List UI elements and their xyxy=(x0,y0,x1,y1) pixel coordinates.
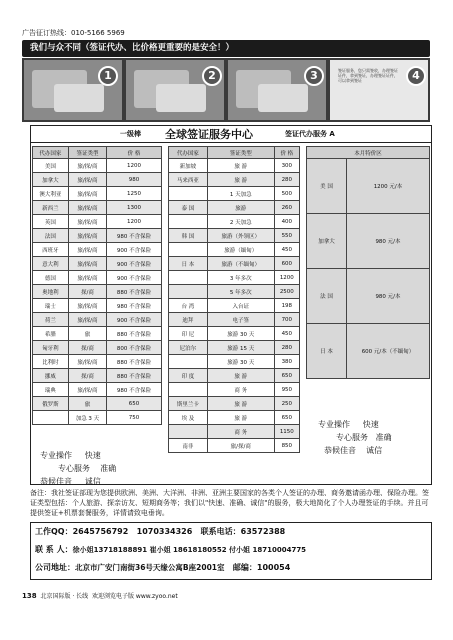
photo-1 xyxy=(24,60,122,120)
table-cell: 旅游（不缅甸） xyxy=(207,257,274,271)
service-slogan-right xyxy=(318,418,392,457)
table-cell: 希腊 xyxy=(33,327,69,341)
table-row xyxy=(33,285,162,299)
slogan-text: 快速 xyxy=(362,420,379,429)
table-row xyxy=(169,271,300,285)
table-row xyxy=(33,355,162,369)
table-cell: 1200 元/本 xyxy=(347,159,430,214)
table-cell: 旅 游 xyxy=(207,369,274,383)
table-cell: 198 xyxy=(274,299,299,313)
table-cell: 3 年多次 xyxy=(207,271,274,285)
header-country: 代办国家 xyxy=(169,147,208,159)
slogan-text: 专心服务 xyxy=(336,433,368,442)
step-4-note: 签证服务，您只需签收，办理签证证件，拿到签证，办理签证证件，可以拿到签证 xyxy=(338,68,398,83)
table-cell: 1 天加急 xyxy=(207,187,274,201)
table-cell: 900 不含保险 xyxy=(107,313,162,327)
table-cell xyxy=(169,425,208,439)
panel-subtitle: 签证代办服务 A xyxy=(285,130,335,138)
table-cell: 电子签 xyxy=(207,313,274,327)
footer-publication: 北京国际版 · 长线 xyxy=(40,593,89,600)
table-row xyxy=(169,313,300,327)
table-row xyxy=(169,327,300,341)
table-row xyxy=(169,173,300,187)
table-cell: 650 xyxy=(274,369,299,383)
table-cell: 旅游 30 天 xyxy=(207,327,274,341)
table-cell: 入台证 xyxy=(207,299,274,313)
table-cell: 旅/探/商 xyxy=(68,229,106,243)
table-cell: 880 不含保险 xyxy=(107,355,162,369)
table-row xyxy=(33,187,162,201)
table-cell: 1200 xyxy=(107,215,162,229)
photo-4 xyxy=(330,60,428,120)
table-cell: 马来西亚 xyxy=(169,173,208,187)
table-cell: 旅/探/商 xyxy=(68,313,106,327)
header-price: 价 格 xyxy=(107,147,162,159)
table-row xyxy=(33,299,162,313)
table-cell: 1200 xyxy=(107,159,162,173)
table-cell: 380 xyxy=(274,355,299,369)
table-cell: 印 尼 xyxy=(169,327,208,341)
table-row xyxy=(169,425,300,439)
table-cell: 旅游 15 天 xyxy=(207,341,274,355)
table-row xyxy=(169,285,300,299)
table-cell: 挪威 xyxy=(33,369,69,383)
header-type: 签证类型 xyxy=(207,147,274,159)
table-row xyxy=(33,271,162,285)
table-cell: 950 xyxy=(274,383,299,397)
address-label: 公司地址： xyxy=(35,563,75,572)
table-cell: 1250 xyxy=(107,187,162,201)
table-cell: 980 不含保险 xyxy=(107,299,162,313)
table-cell: 5 年多次 xyxy=(207,285,274,299)
table-cell: 荷兰 xyxy=(33,313,69,327)
table-cell: 980 元/本 xyxy=(347,269,430,324)
address: 北京市广安门南街36号天缘公寓B座2001室 xyxy=(75,563,225,572)
phone-label: 联系电话： xyxy=(200,527,241,536)
table-cell: 旅/探/商 xyxy=(68,187,106,201)
table-row xyxy=(169,215,300,229)
table-cell xyxy=(33,411,69,425)
table-cell: 880 不含保险 xyxy=(107,369,162,383)
table-cell: 650 xyxy=(274,411,299,425)
title-tag: 一级棒 xyxy=(120,130,141,138)
table-cell xyxy=(169,383,208,397)
table-row xyxy=(169,201,300,215)
table-row xyxy=(33,159,162,173)
qq-number-1: 2645756792 xyxy=(72,527,129,536)
service-slogan-left xyxy=(40,449,116,488)
table-cell: 500 xyxy=(274,187,299,201)
table-cell: 1300 xyxy=(107,201,162,215)
table-row xyxy=(33,313,162,327)
table-cell: 旅 游 xyxy=(207,411,274,425)
middle-price-table xyxy=(168,146,300,453)
slogan-text: 专业操作 xyxy=(318,420,350,429)
table-row xyxy=(169,257,300,271)
table-row xyxy=(33,229,162,243)
table-cell: 匈牙利 xyxy=(33,341,69,355)
table-cell: 1150 xyxy=(274,425,299,439)
table-cell: 450 xyxy=(274,327,299,341)
table-cell: 650 xyxy=(107,397,162,411)
table-header-row xyxy=(33,147,162,159)
table-cell: 南非 xyxy=(169,439,208,453)
table-cell: 850 xyxy=(274,439,299,453)
page-footer xyxy=(22,591,178,600)
table-cell: 新加坡 xyxy=(169,159,208,173)
table-cell: 旅/探/商 xyxy=(207,439,274,453)
table-row xyxy=(169,187,300,201)
left-price-table xyxy=(32,146,162,425)
table-cell: 法国 xyxy=(33,229,69,243)
table-cell: 瑞士 xyxy=(33,299,69,313)
table-cell: 商 务 xyxy=(207,425,274,439)
qq-label: 工作QQ： xyxy=(35,527,73,536)
table-cell xyxy=(169,285,208,299)
table-row xyxy=(169,439,300,453)
table-cell: 旅/探/商 xyxy=(68,173,106,187)
table-cell: 300 xyxy=(274,159,299,173)
table-cell: 550 xyxy=(274,229,299,243)
contact-person-label: 联 系 人： xyxy=(35,545,73,554)
table-row xyxy=(33,327,162,341)
table-cell: 旅/探/商 xyxy=(68,299,106,313)
table-cell: 意大利 xyxy=(33,257,69,271)
footer-tagline: 欢迎浏览电子版 www.zyoo.net xyxy=(92,593,178,600)
table-cell: 900 不含保险 xyxy=(107,257,162,271)
slogan-text: 准确 xyxy=(100,464,117,473)
table-row xyxy=(169,383,300,397)
table-cell: 澳大利亚 xyxy=(33,187,69,201)
table-cell: 旅/探/商 xyxy=(68,215,106,229)
table-cell: 美 国 xyxy=(307,159,347,214)
table-cell: 尼泊尔 xyxy=(169,341,208,355)
header-country: 代办国家 xyxy=(33,147,69,159)
table-cell: 2 天加急 xyxy=(207,215,274,229)
table-cell: 750 xyxy=(107,411,162,425)
panel-title: 全球签证服务中心 xyxy=(165,128,253,141)
zip-label: 邮编： xyxy=(232,563,257,572)
special-offer-table xyxy=(306,146,430,379)
table-cell: 台 湾 xyxy=(169,299,208,313)
table-cell: 880 不含保险 xyxy=(107,327,162,341)
table-cell: 法 国 xyxy=(307,269,347,324)
table-cell: 旅 游 xyxy=(207,173,274,187)
qq-number-2: 1070334326 xyxy=(136,527,193,536)
table-cell: 加急 3 天 xyxy=(68,411,106,425)
table-cell: 280 xyxy=(274,341,299,355)
phone-number: 63572388 xyxy=(240,527,286,536)
table-cell: 德国 xyxy=(33,271,69,285)
table-row xyxy=(33,383,162,397)
table-cell: 800 不含保险 xyxy=(107,341,162,355)
page-number: 138 xyxy=(22,592,37,600)
table-cell: 900 不含保险 xyxy=(107,243,162,257)
table-cell: 旅 游 xyxy=(207,159,274,173)
step-number-2: 2 xyxy=(202,66,222,86)
table-row xyxy=(169,369,300,383)
photo-strip xyxy=(22,58,430,122)
slogan-text: 专业操作 xyxy=(40,451,72,460)
slogan-text: 诚信 xyxy=(84,477,101,486)
table-cell xyxy=(169,355,208,369)
table-row xyxy=(33,243,162,257)
table-row xyxy=(33,411,162,425)
table-row xyxy=(169,159,300,173)
table-cell: 900 不含保险 xyxy=(107,271,162,285)
table-cell: 旅 xyxy=(68,397,106,411)
table-cell: 商 务 xyxy=(207,383,274,397)
table-cell: 280 xyxy=(274,173,299,187)
table-row xyxy=(307,269,430,324)
table-row xyxy=(307,159,430,214)
table-cell: 250 xyxy=(274,397,299,411)
special-offer-header: 本月特价区 xyxy=(307,147,430,159)
step-number-3: 3 xyxy=(304,66,324,86)
table-cell: 比利时 xyxy=(33,355,69,369)
table-cell: 旅 xyxy=(68,327,106,341)
table-cell: 980 元/本 xyxy=(347,214,430,269)
table-row xyxy=(33,257,162,271)
remarks-paragraph: 备注：我社签证部现为您提供欧洲、美洲、大洋洲、非洲、亚洲主要国家的各类个人签证的办理、商务邀请函办理、保险办理。签证类型包括：个人旅游、探亲访友、短期商务等；我们以"快速、准确、诚信"的服务，极大地简化了个人办理签证的手续。并且可提供签证+机票套餐服务，详情请致电垂询。 xyxy=(30,489,429,517)
table-cell: 加拿大 xyxy=(307,214,347,269)
table-header-row xyxy=(169,147,300,159)
panel-title-row xyxy=(30,126,432,143)
table-cell: 1200 xyxy=(274,271,299,285)
photo-3 xyxy=(228,60,326,120)
table-cell xyxy=(169,243,208,257)
table-cell: 日 本 xyxy=(169,257,208,271)
table-cell: 美国 xyxy=(33,159,69,173)
table-cell: 400 xyxy=(274,215,299,229)
table-cell: 旅/探/商 xyxy=(68,257,106,271)
photo-2 xyxy=(126,60,224,120)
table-cell: 加拿大 xyxy=(33,173,69,187)
table-row xyxy=(33,397,162,411)
table-cell: 探/商 xyxy=(68,369,106,383)
table-cell xyxy=(169,271,208,285)
step-number-1: 1 xyxy=(98,66,118,86)
table-cell: 探/商 xyxy=(68,341,106,355)
table-cell: 980 xyxy=(107,173,162,187)
table-cell: 西班牙 xyxy=(33,243,69,257)
table-row xyxy=(33,173,162,187)
table-row xyxy=(33,341,162,355)
table-cell: 旅/探/商 xyxy=(68,355,106,369)
table-cell: 2500 xyxy=(274,285,299,299)
table-cell: 旅/探/商 xyxy=(68,159,106,173)
table-row xyxy=(307,214,430,269)
table-cell: 260 xyxy=(274,201,299,215)
table-row xyxy=(169,397,300,411)
table-cell: 探/商 xyxy=(68,285,106,299)
table-cell: 埃 及 xyxy=(169,411,208,425)
table-row xyxy=(33,215,162,229)
table-row xyxy=(169,229,300,243)
table-header-row xyxy=(307,147,430,159)
table-cell: 韩 国 xyxy=(169,229,208,243)
table-cell: 600 xyxy=(274,257,299,271)
table-row xyxy=(169,341,300,355)
table-cell: 印 度 xyxy=(169,369,208,383)
header-price: 价 格 xyxy=(274,147,299,159)
table-cell: 新西兰 xyxy=(33,201,69,215)
table-cell xyxy=(169,215,208,229)
table-cell: 980 不含保险 xyxy=(107,383,162,397)
table-cell: 迪拜 xyxy=(169,313,208,327)
slogan-text: 专心服务 xyxy=(58,464,90,473)
table-cell: 450 xyxy=(274,243,299,257)
table-row xyxy=(33,201,162,215)
table-cell: 英国 xyxy=(33,215,69,229)
table-cell: 旅 游 xyxy=(207,397,274,411)
header-banner: 我们与众不同（签证代办、比价格更重要的是安全！） xyxy=(22,40,430,57)
slogan-text: 恭候佳音 xyxy=(324,446,356,455)
step-number-4: 4 xyxy=(406,66,426,86)
table-cell: 旅游 30 天 xyxy=(207,355,274,369)
slogan-text: 快速 xyxy=(84,451,101,460)
contact-box xyxy=(30,522,432,580)
table-cell: 旅/探/商 xyxy=(68,271,106,285)
table-cell: 瑞典 xyxy=(33,383,69,397)
table-cell xyxy=(169,187,208,201)
slogan-text: 诚信 xyxy=(366,446,383,455)
zip-code: 100054 xyxy=(256,563,291,572)
table-row xyxy=(169,299,300,313)
table-cell: 旅游（外领区） xyxy=(207,229,274,243)
contact-persons: 徐小姐13718188891 崔小姐 18618180552 付小姐 18710004775 xyxy=(72,546,307,554)
table-cell: 旅/探/商 xyxy=(68,383,106,397)
header-type: 签证类型 xyxy=(68,147,106,159)
ad-hotline: 广告征订热线：010-5166 5969 xyxy=(22,29,125,37)
table-row xyxy=(169,355,300,369)
table-cell: 斯里兰卡 xyxy=(169,397,208,411)
slogan-text: 恭候佳音 xyxy=(40,477,72,486)
table-cell: 600 元/本（不缅甸） xyxy=(347,324,430,379)
table-cell: 980 不含保险 xyxy=(107,229,162,243)
slogan-text: 准确 xyxy=(375,433,392,442)
table-row xyxy=(33,369,162,383)
table-cell: 旅/探/商 xyxy=(68,243,106,257)
table-cell: 700 xyxy=(274,313,299,327)
table-cell: 日 本 xyxy=(307,324,347,379)
table-cell: 泰 国 xyxy=(169,201,208,215)
table-cell: 奥地利 xyxy=(33,285,69,299)
table-row xyxy=(307,324,430,379)
table-cell: 旅/探/商 xyxy=(68,201,106,215)
table-cell: 俄罗斯 xyxy=(33,397,69,411)
table-cell: 880 不含保险 xyxy=(107,285,162,299)
table-row xyxy=(169,411,300,425)
table-cell: 旅游 xyxy=(207,201,274,215)
table-row xyxy=(169,243,300,257)
table-cell: 旅游（缅甸） xyxy=(207,243,274,257)
